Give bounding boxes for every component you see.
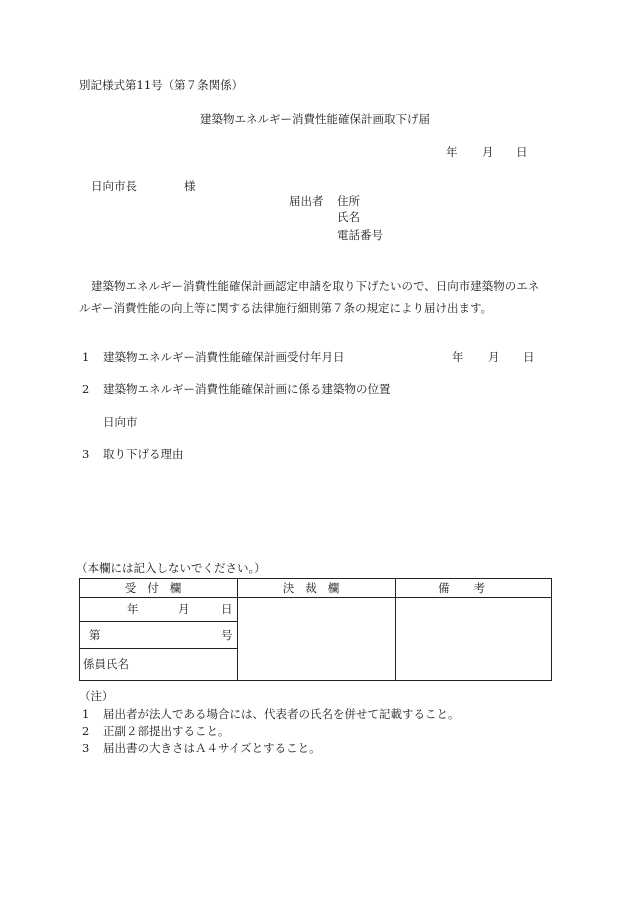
item-date-month: 月 (488, 350, 500, 364)
reception-column-header: 受付欄 (80, 579, 238, 598)
item-number: 1 (82, 350, 90, 364)
office-use-note: （本欄には記入しないでください。） (76, 561, 266, 575)
date-year: 年 (446, 145, 458, 159)
body-line-2: ルギー消費性能の向上等に関する法律施行細則第７条の規定により届け出ます。 (79, 301, 493, 315)
location-value: 日向市 (103, 415, 138, 429)
reception-date-cell: 年 月 日 (80, 598, 238, 622)
item-number: 2 (82, 382, 90, 396)
item-number: 3 (82, 447, 90, 461)
note-text: 正副２部提出すること。 (103, 724, 230, 738)
reception-number-cell: 第 号 (80, 622, 238, 649)
remarks-cell (396, 598, 552, 681)
note-text: 届出書の大きさはＡ４サイズとすること。 (103, 741, 321, 755)
staff-name-cell: 係員氏名 (80, 649, 238, 681)
body-line-1: 建築物エネルギー消費性能確保計画認定申請を取り下げたいので、日向市建築物のエネ (91, 279, 540, 293)
note-text: 届出者が法人である場合には、代表者の氏名を併せて記載すること。 (103, 707, 460, 721)
addressee-name: 日向市長 (91, 179, 137, 193)
document-title: 建築物エネルギー消費性能確保計画取下げ届 (200, 112, 430, 126)
applicant-name: 氏名 (337, 210, 360, 224)
applicant-phone: 電話番号 (337, 228, 383, 242)
item-reception-date: 建築物エネルギー消費性能確保計画受付年月日 (103, 350, 345, 364)
item-date-year: 年 (452, 350, 464, 364)
note-number: 1 (82, 707, 90, 721)
item-date-day: 日 (523, 350, 535, 364)
item-withdrawal-reason: 取り下げる理由 (103, 447, 184, 461)
applicant-address: 住所 (337, 194, 360, 208)
form-number: 別記様式第11号（第７条関係） (79, 78, 244, 92)
decision-column-header: 決裁欄 (238, 579, 396, 598)
note-number: 3 (82, 741, 90, 755)
addressee-honorific: 様 (184, 179, 196, 193)
notes-heading: （注） (79, 689, 114, 703)
date-month: 月 (482, 145, 494, 159)
item-building-location: 建築物エネルギー消費性能確保計画に係る建築物の位置 (103, 382, 391, 396)
applicant-label: 届出者 (289, 194, 324, 208)
note-number: 2 (82, 724, 90, 738)
date-day: 日 (516, 145, 528, 159)
remarks-column-header: 備考 (396, 579, 552, 598)
decision-cell (238, 598, 396, 681)
office-use-table (79, 578, 552, 681)
